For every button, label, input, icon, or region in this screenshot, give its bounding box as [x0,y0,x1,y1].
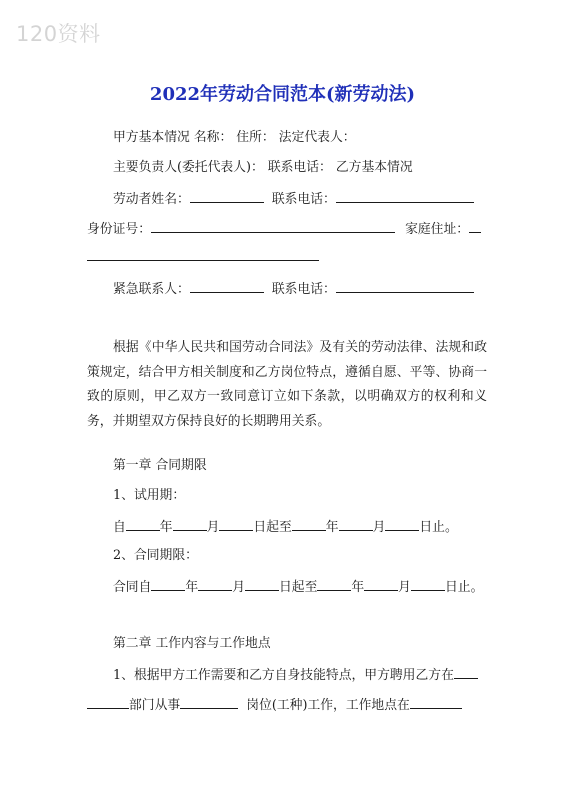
chapter1-item1-label: 1、试用期： [113,488,186,503]
contract-year-text: 年 [185,580,199,595]
end-text: 日止。 [419,520,458,535]
id-blank[interactable] [151,220,395,233]
contract-month-blank-2[interactable] [364,578,398,591]
year-text-2: 年 [325,520,339,535]
worker-name-label: 劳动者姓名： [113,192,190,207]
party-a-line2: 主要负责人(委托代表人)： 联系电话： 乙方基本情况 [113,160,413,175]
contract-month-text-2: 月 [398,580,411,595]
year-text: 年 [159,520,173,535]
day-blank-2[interactable] [385,518,419,531]
chapter2-heading: 第二章 工作内容与工作地点 [113,636,271,651]
address-blank[interactable] [87,248,319,261]
month-text: 月 [206,520,220,535]
contract-period-row [113,578,483,596]
address-blank-start[interactable] [469,220,481,233]
contract-month-text: 月 [232,580,245,595]
contract-day-to-text: 日起至 [278,580,318,595]
contract-day-blank-2[interactable] [411,578,445,591]
month-blank-2[interactable] [339,518,373,531]
address-label: 家庭住址： [405,222,470,237]
chapter1-heading: 第一章 合同期限 [113,458,207,473]
contract-year-blank[interactable] [151,578,185,591]
chapter2-item1-line1 [113,666,478,684]
chapter2-item1-text: 1、根据甲方工作需要和乙方自身技能特点，甲方聘用乙方在 [113,668,454,683]
chapter1-item2-label: 2、合同期限： [113,548,198,563]
department-text: 部门从事 [129,698,181,713]
from-text: 自 [113,520,126,535]
phone-label-2: 联系电话： [271,282,336,297]
phone-label: 联系电话： [271,192,336,207]
phone-blank[interactable] [336,190,474,203]
day-blank[interactable] [219,518,253,531]
month-text-2: 月 [372,520,386,535]
chapter2-blank-start[interactable] [454,666,478,679]
post-text: 岗位(工种)工作，工作地点在 [246,698,410,713]
contract-day-blank[interactable] [245,578,279,591]
worker-name-row [113,190,474,208]
contract-end-text: 日止。 [444,580,484,595]
watermark: 120资料 [16,22,101,46]
intro-paragraph: 根据《中华人民共和国劳动合同法》及有关的劳动法律、法规和政策规定，结合甲方相关制度和乙方岗位特点，遵循自愿、平等、协商一致的原则，甲乙双方一致同意订立如下条款，以明确双方的权利和义务，并期望双方保持良好的长期聘用关系。 [87,340,487,429]
page-title: 2022年劳动合同范本(新劳动法) [149,84,416,105]
contract-year-text-2: 年 [351,580,365,595]
year-blank[interactable] [126,518,160,531]
post-blank[interactable] [180,696,238,709]
contract-year-blank-2[interactable] [317,578,351,591]
year-blank-2[interactable] [292,518,326,531]
emergency-label: 紧急联系人： [113,282,190,297]
party-a-line1: 甲方基本情况 名称： 住所： 法定代表人： [113,130,356,145]
contract-from-text: 合同自 [113,580,152,595]
id-label: 身份证号： [87,222,151,237]
contract-month-blank[interactable] [198,578,232,591]
id-row [87,220,481,238]
emergency-row [113,280,474,298]
emergency-blank[interactable] [190,280,264,293]
probation-period-row [113,518,458,536]
address-continuation [87,248,319,266]
chapter2-item1-line2 [87,696,462,714]
day-to-text: 日起至 [253,520,292,535]
department-blank[interactable] [87,696,129,709]
emergency-phone-blank[interactable] [336,280,474,293]
month-blank[interactable] [173,518,207,531]
worker-name-blank[interactable] [190,190,264,203]
workplace-blank[interactable] [410,696,462,709]
